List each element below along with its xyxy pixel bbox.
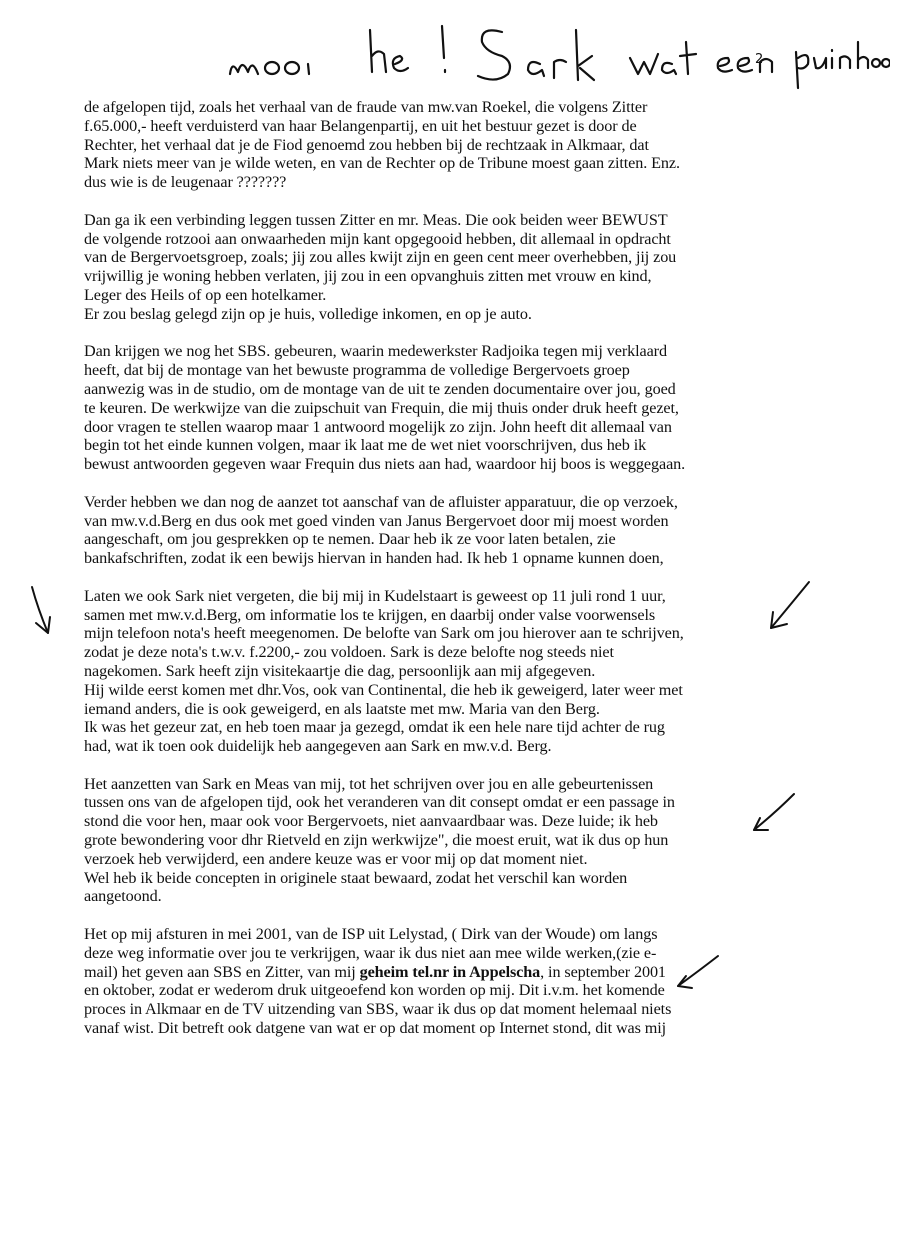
text-line: Hij wilde eerst komen met dhr.Vos, ook van Continental, die heb ik geweigerd, later weer met [84, 680, 683, 699]
handwritten-arrow-icon [748, 790, 798, 834]
text-line: aanwezig was in de studio, om de montage van de uit te zenden documentaire over jou, goed [84, 379, 676, 398]
page-number: 2 [755, 52, 764, 67]
text-line: de volgende rotzooi aan onwaarheden mijn kant opgegooid hebben, dit allemaal in opdracht [84, 229, 671, 248]
paragraph [84, 493, 774, 568]
text-line: Verder hebben we dan nog de aanzet tot aanschaf van de afluister apparatuur, die op verzoek, [84, 492, 678, 511]
text-line: aangeschaft, om jou gesprekken op te nemen. Daar heb ik ze voor laten betalen, zie [84, 530, 616, 549]
text-line: Mark niets meer van je wilde weten, en van de Rechter op de Tribune moest gaan zitten. Enz. [84, 154, 680, 173]
text-fragment: , in september 2001 [540, 962, 666, 981]
text-line: verzoek heb verwijderd, een andere keuze was er voor mij op dat moment niet. [84, 849, 588, 868]
text-line: Dan ga ik een verbinding leggen tussen Zitter en mr. Meas. Die ook beiden weer BEWUST [84, 210, 668, 229]
text-line: heeft, dat bij de montage van het bewuste programma de volledige Bergervoets groep [84, 361, 630, 380]
text-line: Dan krijgen we nog het SBS. gebeuren, waarin medewerkster Radjoika tegen mij verklaard [84, 342, 667, 361]
text-line: nagekomen. Sark heeft zijn visitekaartje die dag, persoonlijk aan mij afgegeven. [84, 661, 596, 680]
handwritten-arrow-icon [672, 952, 722, 992]
paragraph [84, 342, 774, 474]
text-line: en oktober, zodat er wederom druk uitgeoefend kon worden op mij. Dit i.v.m. het komende [84, 981, 665, 1000]
text-line: Wel heb ik beide concepten in originele staat bewaard, zodat het verschil kan worden [84, 868, 628, 887]
text-line [84, 963, 774, 982]
text-line: tussen ons van de afgelopen tijd, ook het veranderen van dit consept omdat er een passage in [84, 793, 675, 812]
text-line: Ik was het gezeur zat, en heb toen maar ja gezegd, omdat ik een hele nare tijd achter de rug [84, 718, 665, 737]
text-line: deze weg informatie over jou te verkrijgen, waar ik dus niet aan mee wilde werken,(zie e- [84, 943, 657, 962]
text-line: Het aanzetten van Sark en Meas van mij, tot het schrijven over jou en alle gebeurtenissen [84, 774, 654, 793]
text-line: mijn telefoon nota's heeft meegenomen. De belofte van Sark om jou hierover aan te schrijven, [84, 624, 684, 643]
text-line: Er zou beslag gelegd zijn op je huis, volledige inkomen, en op je auto. [84, 304, 532, 323]
bold-phone-reference: geheim tel.nr in Appelscha [359, 962, 541, 981]
text-line: had, wat ik toen ook duidelijk heb aangegeven aan Sark en mw.v.d. Berg. [84, 737, 552, 756]
text-line: van mw.v.d.Berg en dus ook met goed vinden van Janus Bergervoet door mij moest worden [84, 511, 669, 530]
text-line: stond die voor hen, maar ook voor Bergervoets, niet aanvaardbaar was. Deze luide; ik heb [84, 812, 658, 831]
text-line: proces in Alkmaar en de TV uitzending van SBS, waar ik dus op dat moment helemaal niets [84, 1000, 672, 1019]
text-line: bankafschriften, zodat ik een bewijs hiervan in handen had. Ik heb 1 opname kunnen doen, [84, 549, 664, 568]
text-line: vanaf wist. Dit betreft ook datgene van wat er op dat moment op Internet stond, dit was mij [84, 1019, 667, 1038]
handwritten-arrow-icon [765, 578, 813, 632]
text-fragment: mail) het geven aan SBS en Zitter, van mij [84, 962, 360, 981]
text-line: f.65.000,- heeft verduisterd van haar Belangenpartij, en uit het bestuur gezet is door de [84, 116, 637, 135]
text-line: de afgelopen tijd, zoals het verhaal van de fraude van mw.van Roekel, die volgens Zitter [84, 98, 648, 116]
text-line: begin tot het einde kunnen volgen, maar ik laat me de wet niet voorschrijven, dus heb ik [84, 436, 647, 455]
text-line: van de Bergervoetsgroep, zoals; jij zou alles kwijt zijn en geen cent meer overhebben, jij zou [84, 248, 677, 267]
text-line: iemand anders, die is ook geweigerd, en als laatste met mw. Maria van den Berg. [84, 699, 600, 718]
text-line: te keuren. De werkwijze van die zuipschuit van Frequin, die mij thuis onder druk heeft gezet, [84, 398, 679, 417]
text-line: Het op mij afsturen in mei 2001, van de ISP uit Lelystad, ( Dirk van der Woude) om langs [84, 925, 658, 944]
letter-body [84, 98, 774, 1057]
text-line: Laten we ook Sark niet vergeten, die bij mij in Kudelstaart is geweest op 11 juli rond 1 uur, [84, 586, 666, 605]
text-line: vrijwillig je woning hebben verlaten, jij zou in een opvanghuis zitten met vrouw en kind, [84, 267, 652, 286]
paragraph [84, 587, 774, 756]
text-line: bewust antwoorden gegeven waar Frequin dus niets aan had, waardoor hij boos is weggegaan. [84, 455, 686, 474]
paragraph [84, 925, 774, 1038]
text-line: zodat je deze nota's t.w.v. f.2200,- zou voldoen. Sark is deze belofte nog steeds niet [84, 643, 614, 662]
text-line: dus wie is de leugenaar ??????? [84, 173, 287, 192]
text-line: Leger des Heils of op een hotelkamer. [84, 285, 327, 304]
paragraph [84, 211, 774, 324]
text-line: grote bewondering voor dhr Rietveld en zijn werkwijze", die moest eruit, wat ik dus op hun [84, 831, 669, 850]
handwritten-arrow-down-icon [28, 585, 58, 637]
text-line: door vragen te stellen waarop maar 1 antwoord mogelijk zo zijn. John heeft dit allemaal van [84, 417, 672, 436]
text-line: Rechter, het verhaal dat je de Fiod genoemd zou hebben bij de rechtzaak in Alkmaar, dat [84, 135, 649, 154]
text-line: aangetoond. [84, 887, 162, 906]
handwritten-header-note [210, 12, 890, 92]
paragraph [84, 98, 774, 192]
paragraph [84, 775, 774, 907]
text-line: samen met mw.v.d.Berg, om informatie los te krijgen, en daarbij onder valse voorwensels [84, 605, 656, 624]
